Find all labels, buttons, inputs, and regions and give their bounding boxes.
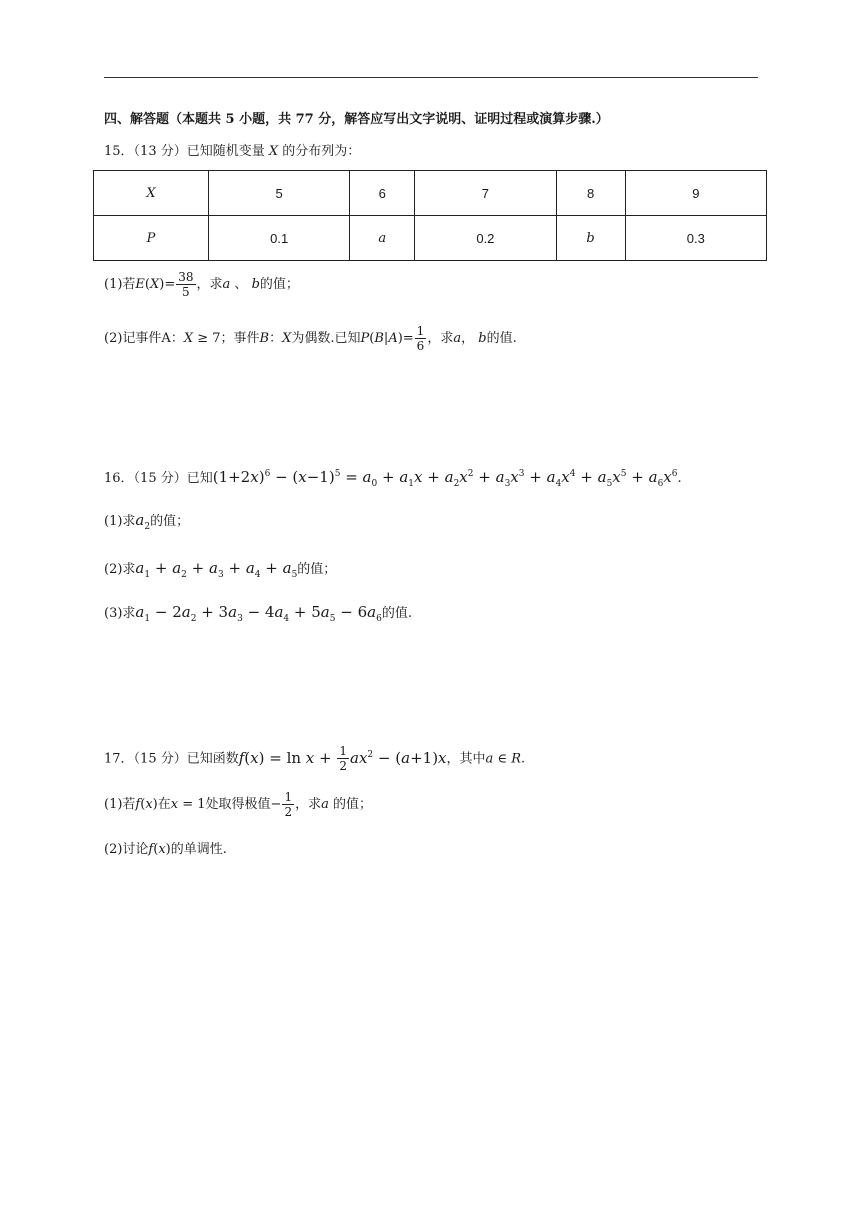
table-cell: 5 <box>209 171 350 216</box>
distribution-table <box>93 170 767 261</box>
table-cell: 0.3 <box>625 216 766 261</box>
header-rule <box>104 77 758 78</box>
table-cell: 8 <box>556 171 625 216</box>
fraction: $\frac{1}{6}$ <box>416 324 425 353</box>
section-heading: 四、解答题（本题共 5 小题，共 77 分，解答应写出文字说明、证明过程或演算步骤.） <box>104 112 609 127</box>
fraction: $\frac{1}{2}$ <box>284 790 293 819</box>
table-cell: 0.1 <box>209 216 350 261</box>
table-cell: 7 <box>415 171 556 216</box>
fraction: $\frac{1}{2}$ <box>339 744 348 773</box>
question-17-part-1: (1)若f(x)在x = 1处取得极值− $\frac{1}{2}$ ，求a 的值； <box>104 790 373 819</box>
table-cell: a <box>350 216 415 261</box>
question-15-part-1: (1)若E(X)= $\frac{38}{5}$ ，求a 、 b的值； <box>104 270 299 299</box>
table-row-label: X <box>94 171 209 216</box>
question-16-part-1: (1)求$a_2$的值； <box>104 511 190 532</box>
table-cell: b <box>556 216 625 261</box>
question-15-stem: 15．（13 分）已知随机变量 X 的分布列为： <box>104 144 361 159</box>
question-17-stem: 17．（15 分）已知函数f(x) = ln x + $\frac{1}{2}$ $ax^2 - (a+1)x$，其中a ∈ R. <box>104 744 526 773</box>
table-cell: 9 <box>625 171 766 216</box>
question-16-stem: 16．（15 分）已知$(1+2x)^6 - (x-1)^5 = a_0 + a_1x + a_2x^2 + a_3x^3 + a_4x^4 + a_5x^5 + a_6x^6$. <box>104 468 682 489</box>
question-17-part-2: (2)讨论f(x)的单调性. <box>104 842 227 857</box>
table-cell: 6 <box>350 171 415 216</box>
fraction: $\frac{38}{5}$ <box>178 270 194 299</box>
table-row-label: P <box>94 216 209 261</box>
table-row <box>94 171 767 216</box>
table-cell: 0.2 <box>415 216 556 261</box>
question-16-part-2: (2)求$a_1 + a_2 + a_3 + a_4 + a_5$的值； <box>104 559 337 580</box>
question-16-part-3: (3)求$a_1 - 2a_2 + 3a_3 - 4a_4 + 5a_5 - 6a_6$的值. <box>104 603 412 624</box>
table-row <box>94 216 767 261</box>
question-15-part-2: (2)记事件A：X ≥ 7；事件B：X为偶数.已知P(B|A)= $\frac{1}{6}$ ，求a， b的值. <box>104 324 517 353</box>
